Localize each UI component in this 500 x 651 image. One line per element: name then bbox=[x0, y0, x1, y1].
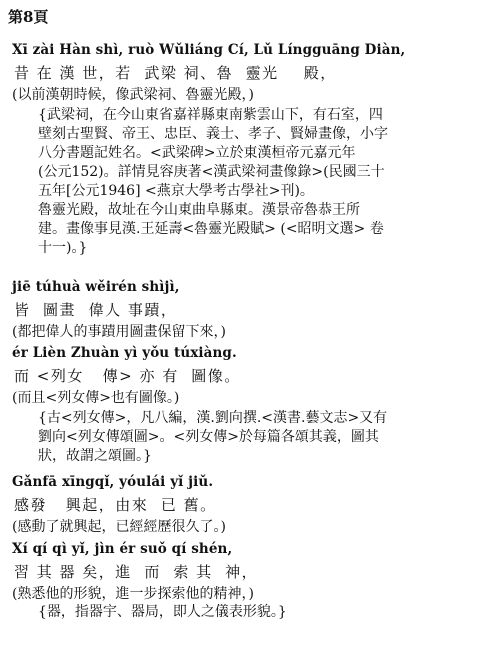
pinyin-line: jiē túhuà wěirén shìjì, bbox=[12, 279, 180, 295]
translation-line: (熟悉他的形貌，進一步探索他的精神，) bbox=[12, 586, 254, 602]
pinyin-line: Xí qí qì yǐ, jìn ér suǒ qí shén, bbox=[12, 541, 233, 557]
pinyin-line: Gǎnfā xīngqǐ, yóulái yǐ jiǔ. bbox=[12, 474, 214, 490]
chinese-line: 習 其 器 矣，進 而 索 其 神， bbox=[14, 563, 259, 581]
note-line: 十一)。} bbox=[38, 240, 88, 256]
note-line: {器，指器宇、器局，即人之儀表形貌。} bbox=[38, 604, 287, 620]
annotation-note bbox=[38, 603, 490, 622]
page-number: 第8頁 bbox=[8, 8, 49, 26]
chinese-line: 昔 在 漢 世，若 武梁 祠、魯 靈光 殿， bbox=[14, 64, 337, 82]
note-line: {古<列女傳>，凡八編，漢.劉向撰.<漢書.藝文志>又有 bbox=[38, 410, 388, 426]
note-line: 魯靈光殿，故址在今山東曲阜縣東。漢景帝魯恭王所 bbox=[38, 202, 360, 218]
translation-line: (感動了就興起，已經經歷很久了。) bbox=[12, 519, 226, 535]
chinese-line: 而 <列女 傳> 亦 有 圖像。 bbox=[14, 367, 241, 385]
pinyin-line: Xī zài Hàn shì, ruò Wǔliáng Cí, Lǔ Língguāng Diàn, bbox=[12, 42, 406, 58]
note-line: 八分書題記姓名。<武梁碑>立於東漢桓帝元嘉元年 bbox=[38, 145, 356, 161]
chinese-line: 皆 圖畫 偉人 事蹟， bbox=[14, 301, 178, 319]
translation-line: (而且<列女傳>也有圖像。) bbox=[12, 390, 180, 406]
note-line: 狀，故謂之頌圖。} bbox=[38, 448, 152, 464]
chinese-line: 感發 興起，由來 已 舊。 bbox=[14, 496, 217, 514]
note-line: 壁刻古聖賢、帝王、忠臣、義士、孝子、賢婦畫像，小字 bbox=[38, 126, 388, 142]
annotation-note bbox=[38, 106, 490, 258]
annotation-note bbox=[38, 409, 490, 466]
translation-line: (都把偉人的事蹟用圖畫保留下來，) bbox=[12, 324, 226, 340]
pinyin-line: ér Lièn Zhuàn yì yǒu túxiàng. bbox=[12, 345, 237, 361]
note-line: {武梁祠，在今山東省嘉祥縣東南紫雲山下，有石室，四 bbox=[38, 107, 383, 123]
translation-line: (以前漢朝時候，像武梁祠、魯靈光殿，) bbox=[12, 87, 254, 103]
note-line: 劉向<列女傳頌圖>。<列女傳>於每篇各頌其義，圖其 bbox=[38, 429, 379, 445]
note-line: (公元152)。詳情見容庚著<漢武梁祠畫像錄>(民國三十 bbox=[38, 164, 385, 180]
note-line: 五年[公元1946] <燕京大學考古學社>刊)。 bbox=[38, 183, 314, 199]
note-line: 建。畫像事見漢.王延壽<魯靈光殿賦> (<昭明文選> 卷 bbox=[38, 221, 384, 237]
